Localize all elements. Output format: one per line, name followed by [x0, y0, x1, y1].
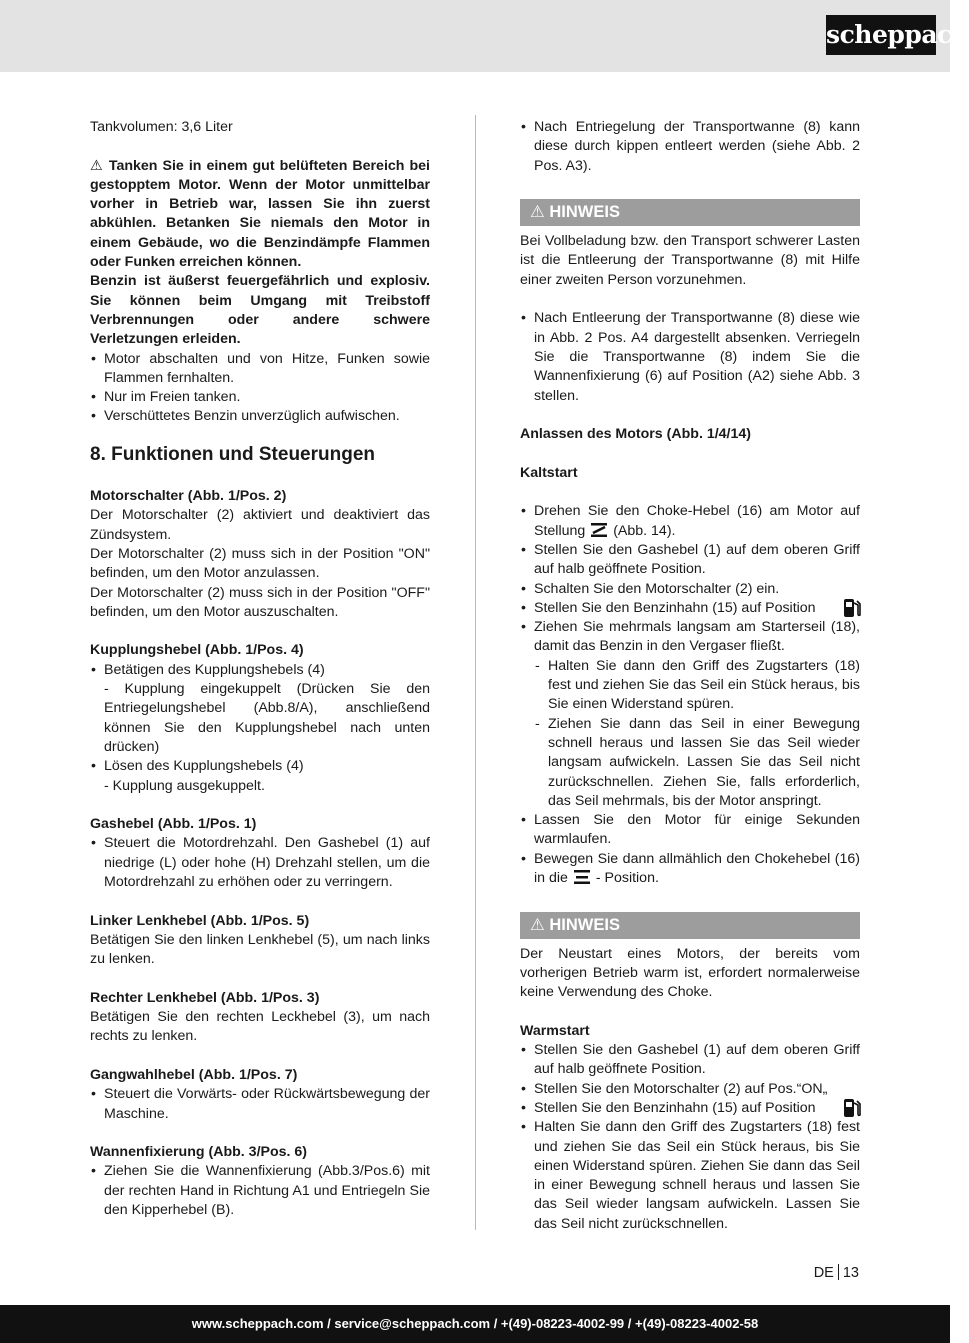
kupplung-heading: Kupplungshebel (Abb. 1/Pos. 4) [90, 642, 304, 659]
warmstart-bullets [520, 1041, 860, 1234]
contact-info: www.scheppach.com / service@scheppach.com / +(49)-08223-4002-99 / +(49)-08223-4002-58 [191, 1316, 759, 1331]
kaltstart-heading: Kaltstart [520, 464, 578, 481]
list-item: • Stellen Sie den Benzinhahn (15) auf Position [520, 599, 860, 618]
warning-icon: ⚠ [90, 157, 104, 174]
list-item: • Lösen des Kupplungshebels (4) - Kupplung ausgekuppelt. [90, 757, 430, 796]
motorschalter-text-1: Der Motorschalter (2) aktiviert und deaktiviert das Zündsystem. [90, 507, 430, 543]
column-divider [475, 115, 476, 1230]
hinweis-text-2: Der Neustart eines Motors, der bereits vom vorherigen Betrieb warm ist, erfordert normalerweise keine Verwendung des Choke. [520, 945, 860, 1001]
anlassen-heading: Anlassen des Motors (Abb. 1/4/14) [520, 426, 751, 443]
warning-icon: ⚠ [530, 915, 545, 934]
gangwahl-bullets [90, 1085, 430, 1124]
page-number [814, 1264, 859, 1281]
right-column [520, 118, 860, 1234]
list-item: • Betätigen des Kupplungshebels (4) - Kupplung eingekuppelt (Drücken Sie den Entriegelungshebel (Abb.8/A), anschließend können Sie den Kupplungshebel nach unten drücken) [90, 661, 430, 757]
list-item: • Stellen Sie den Motorschalter (2) auf Pos.“ON„ [520, 1080, 860, 1099]
warmstart-heading: Warmstart [520, 1022, 590, 1039]
list-item: • Motor abschalten und von Hitze, Funken sowie Flammen fernhalten. [90, 350, 430, 389]
lower-bullets [520, 309, 860, 405]
list-item: • Verschüttetes Benzin unverzüglich aufwischen. [90, 407, 430, 426]
list-item: • Steuert die Motordrehzahl. Den Gashebel (1) auf niedrige (L) oder hohe (H) Drehzahl stellen, um die Motordrehzahl zu erhöhen oder zu verringern. [90, 834, 430, 892]
list-item: • Nur im Freien tanken. [90, 388, 430, 407]
list-item: - Halten Sie dann den Griff des Zugstarters (18) fest und ziehen Sie das Seil ein Stück heraus, bis Sie einen Widerstand spüren. [534, 657, 860, 715]
hinweis-banner-2: ⚠ HINWEIS [520, 912, 860, 939]
list-item: • Bewegen Sie dann allmählich den Chokehebel (16) in die - Position. [520, 850, 860, 889]
gashebel-bullets [90, 834, 430, 892]
choke-open-icon [572, 869, 592, 885]
language-code: DE [813, 1265, 834, 1281]
rechter-heading: Rechter Lenkhebel (Abb. 1/Pos. 3) [90, 989, 320, 1006]
list-item: • Stellen Sie den Benzinhahn (15) auf Position [520, 1099, 860, 1118]
list-item: • Steuert die Vorwärts- oder Rückwärtsbewegung der Maschine. [90, 1085, 430, 1124]
wannen-heading: Wannenfixierung (Abb. 3/Pos. 6) [90, 1144, 308, 1161]
motorschalter-text-2: Der Motorschalter (2) muss sich in der Position "ON" befinden, um den Motor anzulassen. [90, 545, 430, 582]
header-bar [0, 0, 969, 72]
list-item: • Lassen Sie den Motor für einige Sekunden warmlaufen. [520, 811, 860, 850]
explosive-warning: Benzin ist äußerst feuergefährlich und explosiv. Sie können beim Umgang mit Treibstoff Verbrennungen oder andere schwere Verletzungen erleiden. [90, 273, 430, 348]
hinweis-text-1: Bei Vollbeladung bzw. den Transport schwerer Lasten ist die Entleerung der Transportwanne (8) mit Hilfe einer zweiten Person vorzunehmen. [520, 233, 860, 288]
fuel-pump-icon [842, 595, 862, 619]
fuel-bullets [90, 350, 430, 427]
motorschalter-heading: Motorschalter (Abb. 1/Pos. 2) [90, 488, 287, 505]
left-column [90, 118, 430, 1220]
list-item: • Nach Entriegelung der Transportwanne (8) kann diese durch kippen entleert werden (siehe Abb. 2 Pos. A3). [520, 118, 860, 176]
gangwahl-heading: Gangwahlhebel (Abb. 1/Pos. 7) [90, 1066, 298, 1083]
kaltstart-bullets-2 [520, 811, 860, 888]
rechter-text: Betätigen Sie den rechten Leckhebel (3), um nach rechts zu lenken. [90, 1009, 430, 1045]
kupplung-sub-1: - Kupplung eingekuppelt (Drücken Sie den Entriegelungshebel (Abb.8/A), anschließend können Sie den Kupplungshebel nach unten drücken) [104, 681, 430, 755]
warning-icon: ⚠ [530, 203, 545, 222]
section-title: 8. Funktionen und Steuerungen [90, 443, 375, 465]
list-item: • Stellen Sie den Gashebel (1) auf dem oberen Griff auf halb geöffnete Position. [520, 1041, 860, 1080]
fuel-pump-icon [842, 1095, 862, 1119]
kaltstart-sub-steps [520, 657, 860, 811]
list-item: - Ziehen Sie dann das Seil in einer Bewegung schnell heraus und lassen Sie das Seil wieder langsam aufwickeln. Lassen Sie das Seil nicht zurückschnellen. Ziehen Sie, falls erforderlich, das Seil mehrmals, bis der Motor anspringt. [534, 715, 860, 811]
tip-bullets [520, 118, 860, 176]
kaltstart-bullets [520, 502, 860, 656]
list-item: • Nach Entleerung der Transportwanne (8) diese wie in Abb. 2 Pos. A4 dargestellt absenken. Verriegeln Sie die Transportwanne (8) indem Sie die Wannenfixierung (6) auf Position (A2) siehe Abb. 3 stellen. [520, 309, 860, 405]
linker-text: Betätigen Sie den linken Lenkhebel (5), um nach links zu lenken. [90, 931, 430, 968]
list-item: • Drehen Sie den Choke-Hebel (16) am Motor auf Stellung (Abb. 14). [520, 502, 860, 541]
contact-bar [0, 1305, 950, 1343]
fuel-warning: ⚠ Tanken Sie in einem gut belüfteten Bereich bei gestopptem Motor. Wenn der Motor unmittelbar vorher in Betrieb war, lassen Sie ihn zuerst abkühlen. Betanken Sie niemals den Motor in einem Gebäude, wo die Benzindämpfe Flammen oder Funken erreichen können. [90, 157, 430, 271]
page-num: 13 [842, 1265, 859, 1281]
list-item: • Stellen Sie den Gashebel (1) auf dem oberen Griff auf halb geöffnete Position. [520, 541, 860, 580]
hinweis-banner: ⚠ HINWEIS [520, 199, 860, 226]
list-item: • Schalten Sie den Motorschalter (2) ein. [520, 580, 860, 599]
kupplung-bullets [90, 661, 430, 796]
kupplung-sub-2: - Kupplung ausgekuppelt. [104, 777, 265, 794]
linker-heading: Linker Lenkhebel (Abb. 1/Pos. 5) [90, 912, 310, 929]
brand-logo: scheppach [826, 15, 936, 55]
list-item: • Ziehen Sie die Wannenfixierung (Abb.3/Pos.6) mit der rechten Hand in Richtung A1 und Entriegeln Sie den Kipperhebel (B). [90, 1162, 430, 1220]
motorschalter-text-3: Der Motorschalter (2) muss sich in der Position "OFF" befinden, um den Motor auszuschalten. [90, 584, 430, 620]
wannen-bullets [90, 1162, 430, 1220]
list-item: • Ziehen Sie mehrmals langsam am Starterseil (18), damit das Benzin in den Vergaser fließt. [520, 618, 860, 657]
choke-closed-icon [589, 522, 609, 538]
gashebel-heading: Gashebel (Abb. 1/Pos. 1) [90, 816, 257, 833]
list-item: • Halten Sie dann den Griff des Zugstarters (18) fest und ziehen Sie das Seil ein Stück heraus, bis Sie einen Widerstand spüren. Ziehen Sie dann das Seil in einer Bewegung schnell heraus und lassen Sie das Seil wieder langsam aufwickeln. Lassen Sie das Seil nicht zurückschnellen. [520, 1118, 860, 1234]
tank-volume: Tankvolumen: 3,6 Liter [90, 119, 233, 135]
